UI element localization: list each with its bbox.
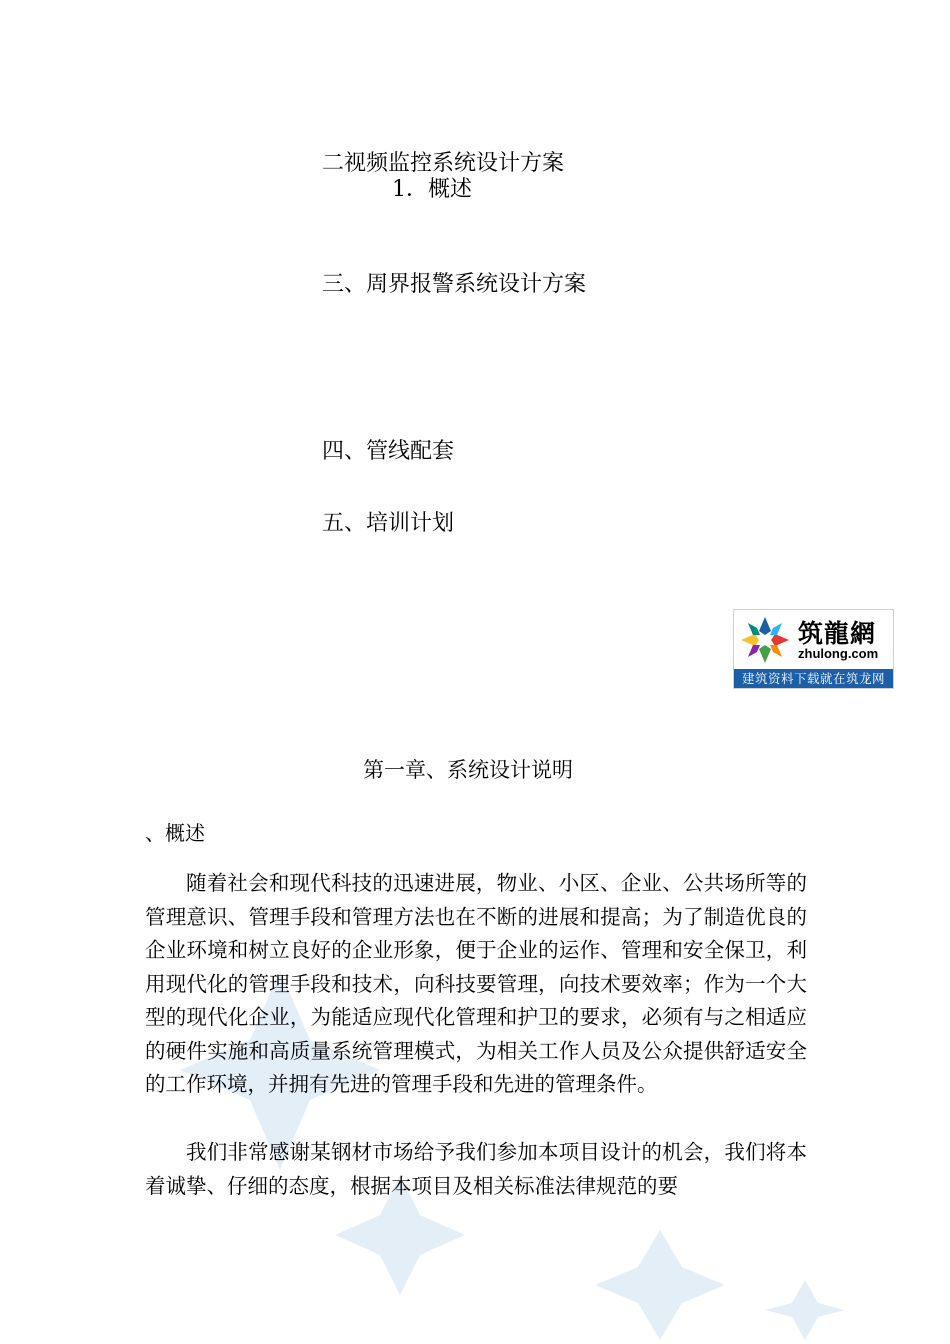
logo-slogan: 建筑资料下载就在筑龙网 xyxy=(734,669,893,688)
toc-item-4: 四、管线配套 xyxy=(322,439,455,464)
paragraph: 我们非常感谢某钢材市场给予我们参加本项目设计的机会，我们将本着诚挚、仔细的态度，根据本项目及相关标准法律规范的要 xyxy=(145,1140,807,1198)
watermark-flower-icon xyxy=(760,1275,850,1344)
zhulong-logo xyxy=(733,609,894,689)
section-title: 、概述 xyxy=(145,821,205,845)
flower-logo-icon xyxy=(737,615,793,665)
chapter-title: 第一章、系统设计说明 xyxy=(363,758,573,782)
logo-url: zhulong.com xyxy=(798,646,879,661)
toc-item-3: 三、周界报警系统设计方案 xyxy=(322,272,587,297)
watermark-flower-icon xyxy=(590,1225,730,1344)
toc-item-5: 五、培训计划 xyxy=(322,511,455,536)
logo-chinese-name: 筑龍網 xyxy=(798,619,877,648)
toc-item-2-1: 1．概述 xyxy=(392,177,472,202)
toc-item-2: 二视频监控系统设计方案 xyxy=(322,151,565,176)
paragraph: 随着社会和现代科技的迅速进展，物业、小区、企业、公共场所等的管理意识、管理手段和管理方法也在不断的进展和提高；为了制造优良的企业环境和树立良好的企业形象，便于企业的运作、管理和安全保卫，利用现代化的管理手段和技术，向科技要管理，向技术要效率；作为一个大型的现代化企业，为能适应现代化管理和护卫的要求，必须有与之相适应的硬件实施和高质量系统管理模式，为相关工作人员及公众提供舒适安全的工作环境，并拥有先进的管理手段和先进的管理条件。 xyxy=(145,871,807,1096)
